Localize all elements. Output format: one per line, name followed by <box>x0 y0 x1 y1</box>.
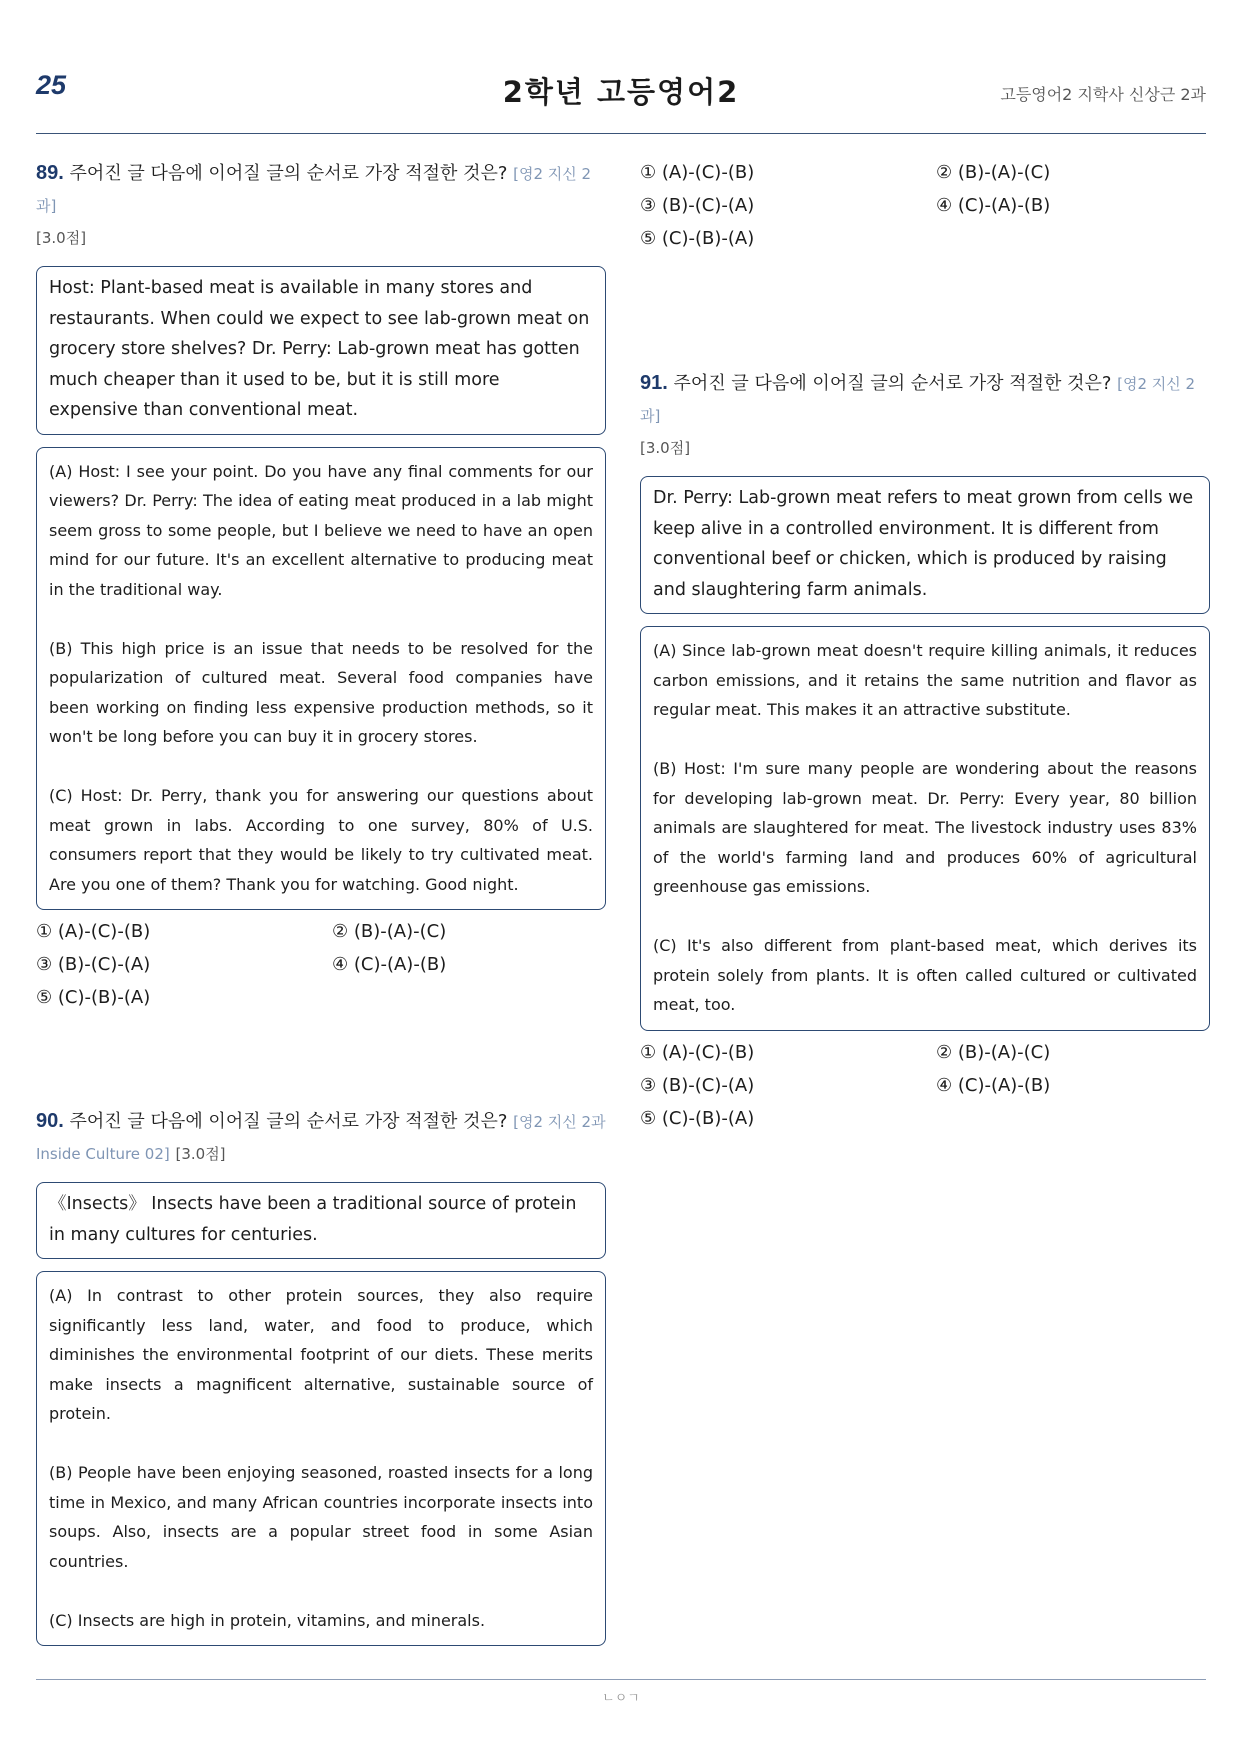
choice-5[interactable]: ⑤ (C)-(B)-(A) <box>640 228 755 249</box>
given-passage: Host: Plant-based meat is available in many stores and restaurants. When could we expect to see lab-grown meat on grocery store shelves? Dr. Perry: Lab-grown meat has gotten much cheaper than it used to be, but it is still more expensive than conventional meat. <box>36 266 606 435</box>
given-passage: Dr. Perry: Lab-grown meat refers to meat grown from cells we keep alive in a controlled environment. It is different from conventional beef or chicken, which is produced by raising and slaughtering farm animals. <box>640 476 1210 614</box>
page-title: 2학년 고등영어2 <box>502 75 740 109</box>
question-prompt: 주어진 글 다음에 이어질 글의 순서로 가장 적절한 것은? <box>69 1111 508 1132</box>
question-90 <box>36 1106 606 1646</box>
question-89 <box>36 158 606 1013</box>
choice-1[interactable]: ① (A)-(C)-(B) <box>36 921 151 942</box>
choice-1[interactable]: ① (A)-(C)-(B) <box>640 162 755 183</box>
question-source: [영2 지신 2과] <box>36 165 592 215</box>
question-prompt: 주어진 글 다음에 이어질 글의 순서로 가장 적절한 것은? <box>673 373 1112 394</box>
question-prompt: 주어진 글 다음에 이어질 글의 순서로 가장 적절한 것은? <box>69 163 508 184</box>
question-91 <box>640 368 1210 1134</box>
given-passage: 《Insects》 Insects have been a traditional source of protein in many cultures for centuries. <box>36 1182 606 1259</box>
passage-a: (A) Since lab-grown meat doesn't require killing animals, it reduces carbon emissions, and it retains the same nutrition and flavor as regular meat. This makes it an attractive substitute. <box>653 641 1197 719</box>
passage-c: (C) It's also different from plant-based meat, which derives its protein solely from plants. It is often called cultured or cultivated meat, too. <box>653 936 1197 1014</box>
answer-choices <box>640 1038 1210 1134</box>
passage-c: (C) Host: Dr. Perry, thank you for answering our questions about meat grown in labs. According to one survey, 80% of U.S. consumers report that they would be likely to try cultivated meat. Are you one of them? Thank you for watching. Good night. <box>49 786 593 894</box>
choice-3[interactable]: ③ (B)-(C)-(A) <box>640 195 755 216</box>
page-number: 25 <box>36 70 67 100</box>
choice-2[interactable]: ② (B)-(A)-(C) <box>936 162 1051 183</box>
header-divider <box>36 133 1206 134</box>
answer-choices <box>36 917 606 1013</box>
question-number: 89. <box>36 162 64 184</box>
choice-5[interactable]: ⑤ (C)-(B)-(A) <box>640 1107 755 1129</box>
passage-a: (A) In contrast to other protein sources, they also require significantly less land, water, and food to produce, which diminishes the environmental footprint of our diets. These merits make insects a magnificent alternative, sustainable source of protein. <box>49 1286 593 1423</box>
question-points: [3.0점] <box>175 1145 226 1163</box>
footer-divider <box>36 1679 1206 1680</box>
question-header <box>640 368 1210 464</box>
passage-b: (B) Host: I'm sure many people are wondering about the reasons for developing lab-grown meat. Dr. Perry: Every year, 80 billion animals are slaughtered for meat. The livestock industry uses 83% of the world's farming land and produces 60% of agricultural greenhouse gas emissions. <box>653 759 1197 896</box>
choice-2[interactable]: ② (B)-(A)-(C) <box>936 1041 1051 1063</box>
question-header <box>36 1106 606 1170</box>
ordered-passages <box>640 626 1210 1031</box>
question-source: [영2 지신 2과] <box>640 375 1196 425</box>
choice-4[interactable]: ④ (C)-(A)-(B) <box>332 954 447 975</box>
question-90-choices <box>640 158 1210 254</box>
passage-a: (A) Host: I see your point. Do you have any final comments for our viewers? Dr. Perry: The idea of eating meat produced in a lab might seem gross to some people, but I believe we need to have an open mind for our future. It's an excellent alternative to producing meat in the traditional way. <box>49 461 593 599</box>
page-subtitle: 고등영어2 지학사 신상근 2과 <box>1000 85 1206 104</box>
ordered-passages <box>36 447 606 911</box>
answer-choices <box>640 158 1210 254</box>
passage-c: (C) Insects are high in protein, vitamins, and minerals. <box>49 1610 486 1630</box>
question-points: [3.0점] <box>36 229 87 247</box>
question-number: 90. <box>36 1110 64 1132</box>
question-points: [3.0점] <box>640 439 691 457</box>
choice-4[interactable]: ④ (C)-(A)-(B) <box>936 195 1051 216</box>
question-source: [영2 지신 2과 Inside Culture 02] <box>36 1113 606 1163</box>
choice-3[interactable]: ③ (B)-(C)-(A) <box>640 1074 755 1096</box>
choice-4[interactable]: ④ (C)-(A)-(B) <box>936 1074 1051 1096</box>
passage-b: (B) People have been enjoying seasoned, roasted insects for a long time in Mexico, and many African countries incorporate insects into soups. Also, insects are a popular street food in some Asian countries. <box>49 1463 593 1571</box>
question-number: 91. <box>640 372 668 394</box>
ordered-passages <box>36 1271 606 1646</box>
choice-1[interactable]: ① (A)-(C)-(B) <box>640 1041 755 1063</box>
choice-5[interactable]: ⑤ (C)-(B)-(A) <box>36 987 151 1008</box>
footer-mark: ㄴㅇㄱ <box>602 1691 640 1706</box>
choice-2[interactable]: ② (B)-(A)-(C) <box>332 921 447 942</box>
question-header <box>36 158 606 254</box>
passage-b: (B) This high price is an issue that needs to be resolved for the popularization of cultured meat. Several food companies have been working on finding less expensive production methods, so it won't be long before you can buy it in grocery stores. <box>49 638 593 746</box>
choice-3[interactable]: ③ (B)-(C)-(A) <box>36 954 151 975</box>
